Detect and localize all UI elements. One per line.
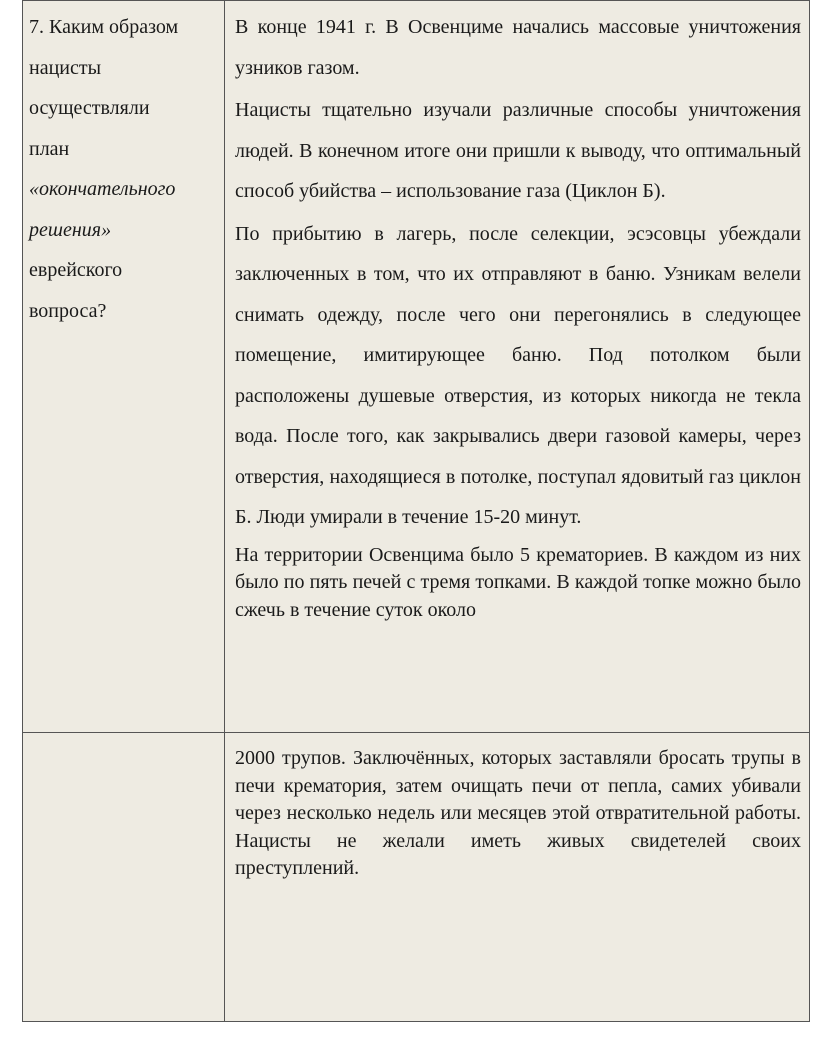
question-line: 7. Каким образом	[29, 16, 179, 38]
question-line: нацисты	[29, 56, 102, 79]
answer-paragraph: На территории Освенцима было 5 крематориев. В каждом из них было по пять печей с тремя топками. В каждой топке можно было сжечь в течение суток около	[235, 543, 801, 621]
question-cell	[23, 1, 225, 733]
question-line: план	[29, 137, 70, 160]
question-line-italic: «окончательного	[29, 178, 176, 200]
answer-paragraph: Нацисты тщательно изучали различные способы уничтожения людей. В конечном итоге они пришли к выводу, что оптимальный способ убийства – использование газа (Циклон Б).	[235, 99, 801, 202]
qa-table	[22, 0, 810, 1022]
answer-cell	[225, 1, 810, 733]
answer-cell	[225, 733, 810, 1022]
question-line-italic: решения»	[29, 218, 112, 241]
answer-paragraph: 2000 трупов. Заключённых, которых заставляли бросать трупы в печи крематория, затем очищать печи от пепла, самих убивали через несколько недель или месяцев этой отвратительной работы. Нацисты не желали иметь живых свидетелей своих преступлений.	[235, 747, 801, 879]
question-line: осуществляли	[29, 97, 150, 119]
table-row	[23, 733, 810, 1022]
question-cell-empty	[23, 733, 225, 1022]
answer-paragraph: В конце 1941 г. В Освенциме начались массовые уничтожения узников газом.	[235, 16, 801, 79]
question-line: вопроса?	[29, 299, 107, 322]
question-line: еврейского	[29, 259, 123, 281]
table-row	[23, 1, 810, 733]
answer-paragraph: По прибытию в лагерь, после селекции, эсэсовцы убеждали заключенных в том, что их отправляют в баню. Узникам велели снимать одежду, после чего они перегонялись в следующее помещение, имитирующее баню. Под потолком были расположены душевые отверстия, из которых никогда не текла вода. После того, как закрывались двери газовой камеры, через отверстия, находящиеся в потолке, поступал ядовитый газ циклон Б. Люди умирали в течение 15-20 минут.	[235, 222, 801, 528]
